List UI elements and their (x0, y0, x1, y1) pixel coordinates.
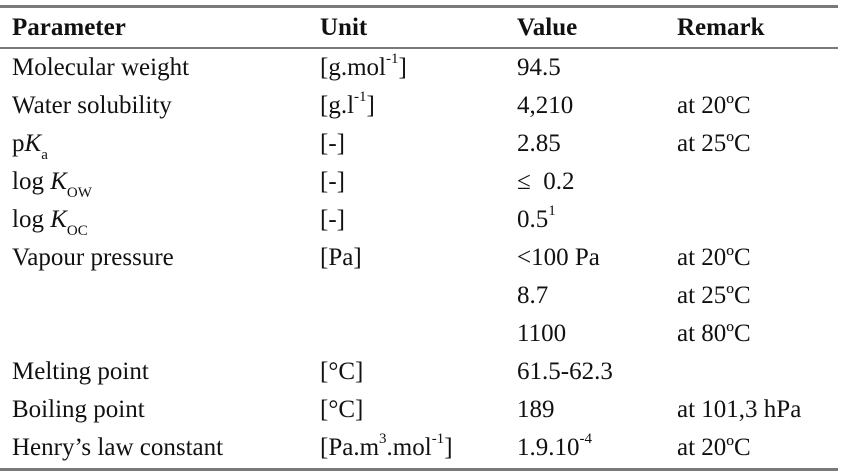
cell-parameter: Henry’s law constant (12, 434, 224, 461)
header-remark: Remark (677, 14, 765, 41)
cell-unit: [°C] (320, 358, 364, 385)
table-row (0, 353, 838, 391)
table-row (0, 315, 838, 353)
table-row (0, 48, 838, 87)
cell-value: $0.5^1$ (517, 202, 556, 233)
cell-remark: at 25ºC (677, 130, 751, 157)
cell-value: 2.85 (517, 130, 561, 157)
table-row (0, 277, 838, 315)
cell-unit: $[g.l^{-1}]$ (320, 88, 375, 119)
cell-value: ≤ 0.2 (517, 168, 575, 195)
header-parameter: Parameter (12, 14, 126, 41)
properties-table (0, 8, 838, 467)
bottom-rule (0, 468, 838, 471)
table-row (0, 201, 838, 239)
cell-parameter (0, 315, 308, 353)
cell-unit: [g.mol$^{-1}$] (320, 50, 407, 81)
table-row (0, 239, 838, 277)
cell-remark: at 80ºC (677, 320, 751, 347)
cell-remark: at 20ºC (677, 244, 751, 271)
cell-remark (665, 353, 838, 391)
cell-value: $1.9.10^{-4}$ (517, 430, 592, 461)
cell-parameter: Vapour pressure (12, 244, 174, 271)
cell-parameter: Boiling point (12, 396, 145, 423)
header-value: Value (517, 14, 578, 41)
cell-parameter: $\log K_{OW}$ (12, 168, 92, 201)
cell-parameter: Melting point (12, 358, 149, 385)
cell-unit: [-] (320, 206, 345, 233)
cell-value: 4,210 (517, 92, 574, 119)
cell-value: 1100 (517, 320, 567, 347)
table-row (0, 87, 838, 125)
cell-unit: [Pa] (320, 244, 362, 271)
cell-remark (665, 201, 838, 239)
cell-unit: [-] (320, 168, 345, 195)
table-row (0, 125, 838, 163)
cell-unit (308, 315, 505, 353)
cell-unit (308, 277, 505, 315)
cell-remark: at 101,3 hPa (677, 396, 802, 423)
cell-remark (665, 163, 838, 201)
footnote-marker: 1 (548, 202, 556, 219)
header-unit: Unit (320, 14, 368, 41)
cell-unit: [°C] (320, 396, 364, 423)
cell-remark (665, 48, 838, 87)
table-row (0, 391, 838, 429)
cell-parameter (0, 277, 308, 315)
cell-remark: at 20ºC (677, 92, 751, 119)
header-row (0, 8, 838, 48)
table-row (0, 163, 838, 201)
cell-remark: at 20ºC (677, 434, 751, 461)
cell-value: 94.5 (517, 54, 561, 81)
cell-parameter: Molecular weight (12, 54, 190, 81)
cell-value: <100 Pa (517, 244, 600, 271)
cell-value: 189 (517, 396, 555, 423)
cell-parameter: Water solubility (12, 92, 172, 119)
cell-unit: [-] (320, 130, 345, 157)
cell-value: 61.5-62.3 (517, 358, 613, 385)
cell-parameter: $\log K_{OC}$ (12, 206, 88, 239)
cell-value: 8.7 (517, 282, 549, 309)
cell-unit: $[Pa.m^3.mol^{-1}]$ (320, 430, 453, 461)
cell-remark: at 25ºC (677, 282, 751, 309)
table-row (0, 429, 838, 467)
cell-parameter: $pK_a$ (12, 130, 48, 163)
